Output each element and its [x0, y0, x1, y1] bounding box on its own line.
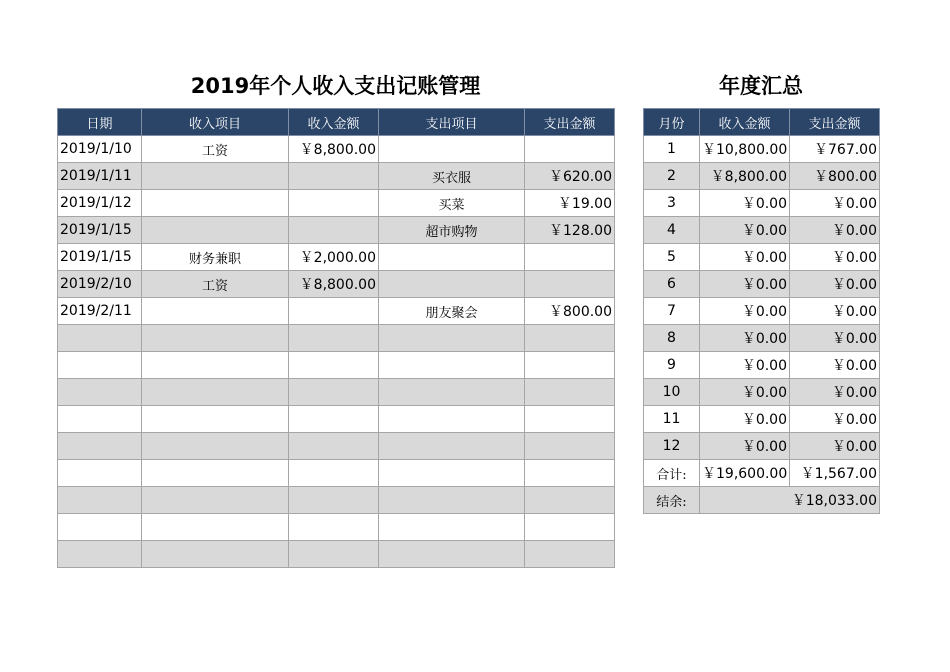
- date-cell[interactable]: 2019/1/11: [58, 163, 142, 190]
- table-row: [644, 136, 880, 163]
- column-header-income-amount: 收入金额: [289, 109, 379, 136]
- table-row: [644, 406, 880, 433]
- date-cell[interactable]: 2019/1/15: [58, 244, 142, 271]
- month-income-cell[interactable]: ￥10,800.00: [700, 136, 790, 163]
- month-cell[interactable]: 8: [644, 325, 700, 352]
- date-cell[interactable]: [58, 514, 142, 541]
- expense-amount-cell[interactable]: [525, 271, 615, 298]
- month-expense-cell[interactable]: ￥0.00: [790, 433, 880, 460]
- table-row: [58, 325, 615, 352]
- table-row: [644, 352, 880, 379]
- page-title: 2019年个人收入支出记账管理: [190, 74, 481, 98]
- column-header-month-expense: 支出金额: [790, 109, 880, 136]
- income-item-cell[interactable]: [142, 406, 289, 433]
- table-row: [58, 541, 615, 568]
- income-amount-cell[interactable]: [289, 514, 379, 541]
- table-row: [644, 271, 880, 298]
- month-expense-cell[interactable]: ￥0.00: [790, 244, 880, 271]
- table-row: [58, 352, 615, 379]
- summary-body: [644, 136, 880, 460]
- month-income-cell[interactable]: ￥0.00: [700, 325, 790, 352]
- table-row: [58, 514, 615, 541]
- expense-item-cell[interactable]: 买菜: [379, 190, 525, 217]
- income-amount-cell[interactable]: [289, 487, 379, 514]
- table-row: [58, 136, 615, 163]
- income-item-cell[interactable]: [142, 514, 289, 541]
- column-header-income-item: 收入项目: [142, 109, 289, 136]
- month-income-cell[interactable]: ￥0.00: [700, 190, 790, 217]
- expense-item-cell[interactable]: [379, 541, 525, 568]
- expense-amount-cell[interactable]: ￥620.00: [525, 163, 615, 190]
- table-row: [644, 379, 880, 406]
- table-row: [644, 244, 880, 271]
- expense-amount-cell[interactable]: [525, 325, 615, 352]
- table-row: [58, 190, 615, 217]
- month-income-cell[interactable]: ￥0.00: [700, 298, 790, 325]
- income-item-cell[interactable]: [142, 541, 289, 568]
- month-expense-cell[interactable]: ￥0.00: [790, 190, 880, 217]
- date-cell[interactable]: [58, 325, 142, 352]
- income-amount-cell[interactable]: [289, 379, 379, 406]
- table-row: [58, 379, 615, 406]
- income-amount-cell[interactable]: ￥2,000.00: [289, 244, 379, 271]
- income-item-cell[interactable]: 工资: [142, 271, 289, 298]
- income-amount-cell[interactable]: ￥8,800.00: [289, 271, 379, 298]
- expense-amount-cell[interactable]: [525, 352, 615, 379]
- table-row: [644, 163, 880, 190]
- income-amount-cell[interactable]: [289, 217, 379, 244]
- month-cell[interactable]: 11: [644, 406, 700, 433]
- expense-item-cell[interactable]: [379, 433, 525, 460]
- ledger-table: [57, 108, 615, 568]
- income-item-cell[interactable]: 财务兼职: [142, 244, 289, 271]
- month-income-cell[interactable]: ￥0.00: [700, 271, 790, 298]
- column-header-date: 日期: [58, 109, 142, 136]
- balance-row: [644, 487, 880, 514]
- income-item-cell[interactable]: [142, 325, 289, 352]
- total-label[interactable]: 合计:: [644, 460, 700, 487]
- month-income-cell[interactable]: ￥0.00: [700, 244, 790, 271]
- table-row: [58, 271, 615, 298]
- date-cell[interactable]: 2019/1/15: [58, 217, 142, 244]
- date-cell[interactable]: 2019/2/10: [58, 271, 142, 298]
- expense-amount-cell[interactable]: [525, 406, 615, 433]
- balance-label[interactable]: 结余:: [644, 487, 700, 514]
- expense-amount-cell[interactable]: ￥800.00: [525, 298, 615, 325]
- column-header-expense-item: 支出项目: [379, 109, 525, 136]
- income-item-cell[interactable]: 工资: [142, 136, 289, 163]
- expense-item-cell[interactable]: [379, 460, 525, 487]
- month-cell[interactable]: 3: [644, 190, 700, 217]
- month-cell[interactable]: 7: [644, 298, 700, 325]
- table-row: [58, 460, 615, 487]
- column-header-month-income: 收入金额: [700, 109, 790, 136]
- income-amount-cell[interactable]: ￥8,800.00: [289, 136, 379, 163]
- expense-amount-cell[interactable]: [525, 460, 615, 487]
- expense-item-cell[interactable]: [379, 352, 525, 379]
- income-amount-cell[interactable]: [289, 163, 379, 190]
- month-expense-cell[interactable]: ￥0.00: [790, 298, 880, 325]
- expense-amount-cell[interactable]: [525, 136, 615, 163]
- balance-value[interactable]: ￥18,033.00: [700, 487, 880, 514]
- expense-item-cell[interactable]: [379, 487, 525, 514]
- table-row: [58, 298, 615, 325]
- date-cell[interactable]: 2019/1/10: [58, 136, 142, 163]
- month-expense-cell[interactable]: ￥0.00: [790, 271, 880, 298]
- month-income-cell[interactable]: ￥8,800.00: [700, 163, 790, 190]
- expense-item-cell[interactable]: [379, 379, 525, 406]
- income-item-cell[interactable]: [142, 163, 289, 190]
- date-cell[interactable]: [58, 352, 142, 379]
- table-row: [58, 406, 615, 433]
- income-item-cell[interactable]: [142, 460, 289, 487]
- month-expense-cell[interactable]: ￥0.00: [790, 217, 880, 244]
- date-cell[interactable]: [58, 541, 142, 568]
- table-row: [58, 433, 615, 460]
- table-row: [644, 190, 880, 217]
- column-header-month: 月份: [644, 109, 700, 136]
- month-cell[interactable]: 12: [644, 433, 700, 460]
- expense-item-cell[interactable]: 朋友聚会: [379, 298, 525, 325]
- expense-item-cell[interactable]: 超市购物: [379, 217, 525, 244]
- table-row: [58, 217, 615, 244]
- month-cell[interactable]: 6: [644, 271, 700, 298]
- expense-item-cell[interactable]: 买衣服: [379, 163, 525, 190]
- income-item-cell[interactable]: [142, 352, 289, 379]
- expense-amount-cell[interactable]: ￥19.00: [525, 190, 615, 217]
- income-item-cell[interactable]: [142, 190, 289, 217]
- income-item-cell[interactable]: [142, 298, 289, 325]
- table-row: [644, 325, 880, 352]
- month-expense-cell[interactable]: ￥0.00: [790, 406, 880, 433]
- date-cell[interactable]: [58, 406, 142, 433]
- income-amount-cell[interactable]: [289, 541, 379, 568]
- total-expense[interactable]: ￥1,567.00: [790, 460, 880, 487]
- month-expense-cell[interactable]: ￥0.00: [790, 352, 880, 379]
- month-expense-cell[interactable]: ￥767.00: [790, 136, 880, 163]
- date-cell[interactable]: 2019/2/11: [58, 298, 142, 325]
- month-expense-cell[interactable]: ￥0.00: [790, 325, 880, 352]
- month-income-cell[interactable]: ￥0.00: [700, 406, 790, 433]
- expense-amount-cell[interactable]: [525, 514, 615, 541]
- summary-title: 年度汇总: [719, 74, 803, 98]
- total-row: [644, 460, 880, 487]
- income-amount-cell[interactable]: [289, 298, 379, 325]
- month-expense-cell[interactable]: ￥0.00: [790, 379, 880, 406]
- income-amount-cell[interactable]: [289, 406, 379, 433]
- expense-item-cell[interactable]: [379, 406, 525, 433]
- ledger-header-row: [58, 109, 615, 136]
- ledger-body: [58, 136, 615, 568]
- date-cell[interactable]: [58, 379, 142, 406]
- month-income-cell[interactable]: ￥0.00: [700, 433, 790, 460]
- month-income-cell[interactable]: ￥0.00: [700, 352, 790, 379]
- total-income[interactable]: ￥19,600.00: [700, 460, 790, 487]
- month-cell[interactable]: 4: [644, 217, 700, 244]
- month-income-cell[interactable]: ￥0.00: [700, 379, 790, 406]
- expense-item-cell[interactable]: [379, 136, 525, 163]
- summary-header-row: [644, 109, 880, 136]
- month-income-cell[interactable]: ￥0.00: [700, 217, 790, 244]
- date-cell[interactable]: [58, 487, 142, 514]
- income-amount-cell[interactable]: [289, 433, 379, 460]
- expense-amount-cell[interactable]: ￥128.00: [525, 217, 615, 244]
- expense-item-cell[interactable]: [379, 514, 525, 541]
- expense-item-cell[interactable]: [379, 271, 525, 298]
- month-cell[interactable]: 2: [644, 163, 700, 190]
- month-cell[interactable]: 5: [644, 244, 700, 271]
- date-cell[interactable]: 2019/1/12: [58, 190, 142, 217]
- expense-amount-cell[interactable]: [525, 433, 615, 460]
- date-cell[interactable]: [58, 460, 142, 487]
- income-amount-cell[interactable]: [289, 325, 379, 352]
- expense-amount-cell[interactable]: [525, 487, 615, 514]
- table-row: [58, 244, 615, 271]
- income-amount-cell[interactable]: [289, 352, 379, 379]
- month-cell[interactable]: 1: [644, 136, 700, 163]
- column-header-expense-amount: 支出金额: [525, 109, 615, 136]
- table-row: [58, 487, 615, 514]
- table-row: [58, 163, 615, 190]
- month-cell[interactable]: 10: [644, 379, 700, 406]
- table-row: [644, 217, 880, 244]
- income-amount-cell[interactable]: [289, 460, 379, 487]
- month-expense-cell[interactable]: ￥800.00: [790, 163, 880, 190]
- income-item-cell[interactable]: [142, 217, 289, 244]
- expense-amount-cell[interactable]: [525, 541, 615, 568]
- table-row: [644, 298, 880, 325]
- income-item-cell[interactable]: [142, 433, 289, 460]
- date-cell[interactable]: [58, 433, 142, 460]
- income-amount-cell[interactable]: [289, 190, 379, 217]
- expense-item-cell[interactable]: [379, 325, 525, 352]
- expense-amount-cell[interactable]: [525, 379, 615, 406]
- expense-amount-cell[interactable]: [525, 244, 615, 271]
- summary-table: [643, 108, 880, 514]
- expense-item-cell[interactable]: [379, 244, 525, 271]
- month-cell[interactable]: 9: [644, 352, 700, 379]
- income-item-cell[interactable]: [142, 487, 289, 514]
- table-row: [644, 433, 880, 460]
- income-item-cell[interactable]: [142, 379, 289, 406]
